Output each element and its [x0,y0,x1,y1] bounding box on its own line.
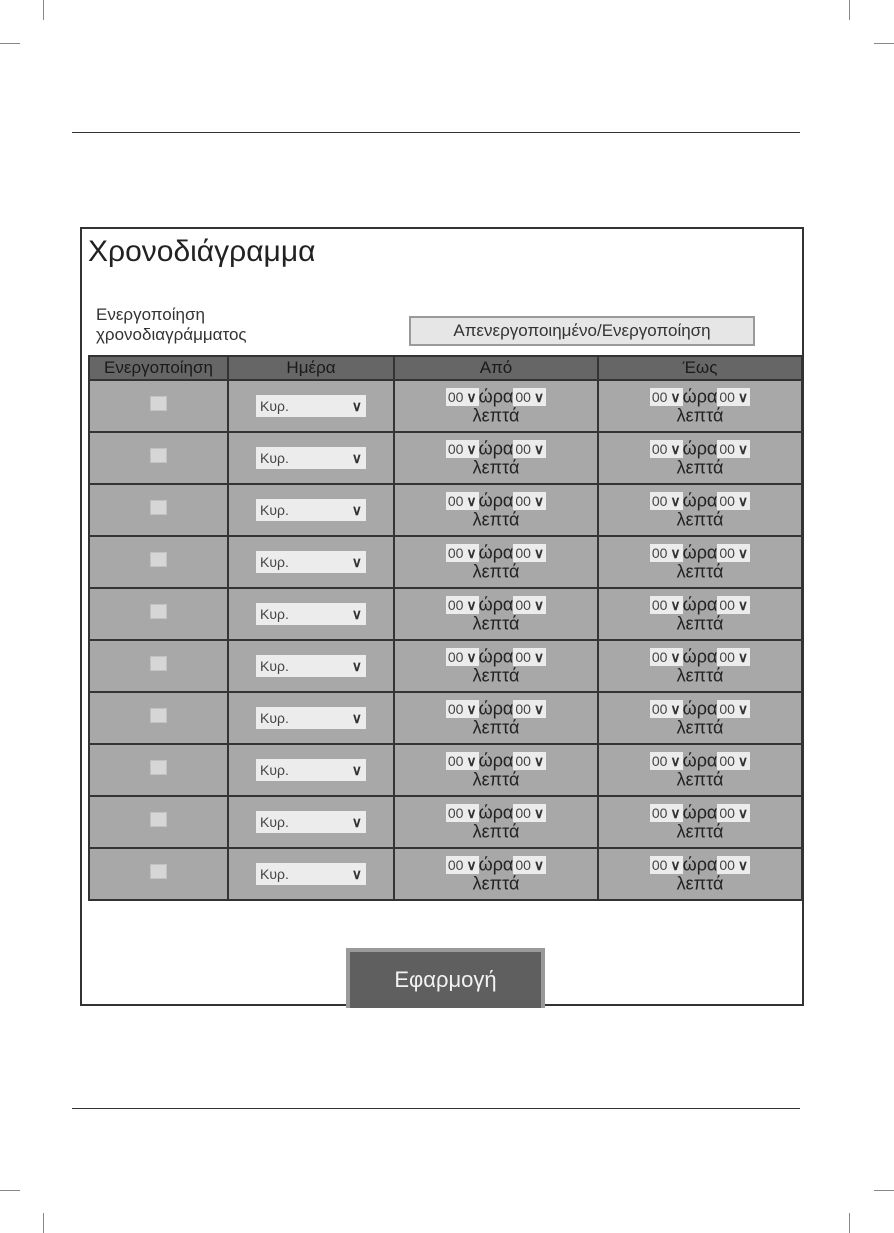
enable-checkbox[interactable] [150,500,167,515]
column-header-enable: Ενεργοποίηση [89,356,228,380]
to-time-cell [598,432,802,484]
hour-unit-label: ώρα [682,543,718,563]
footer-rule [72,1108,800,1109]
crop-mark [0,1190,20,1191]
chevron-down-icon: ∨ [737,597,749,613]
minute-unit-label: λεπτά [676,821,724,842]
hour-unit-label: ώρα [478,751,514,771]
crop-mark [43,1213,44,1233]
enable-checkbox[interactable] [150,604,167,619]
chevron-down-icon: ∨ [670,597,681,613]
hour-unit-label: ώρα [682,751,718,771]
day-select[interactable]: Κυρ. ∨ [256,551,366,573]
chevron-down-icon: ∨ [466,493,477,509]
minute-unit-label: λεπτά [472,509,520,530]
from-minute-select[interactable]: 00 ∨ [515,441,545,457]
enable-cell [89,588,228,640]
chevron-down-icon: ∨ [533,545,545,561]
hour-unit-label: ώρα [478,699,514,719]
chevron-down-icon: ∨ [466,753,477,769]
minute-unit-label: λεπτά [472,717,520,738]
column-header-day: Ημέρα [228,356,394,380]
chevron-down-icon: ∨ [737,701,749,717]
from-hour-select[interactable]: 00 ∨ [447,441,477,457]
chevron-down-icon: ∨ [466,441,477,457]
column-header-to: Έως [598,356,802,380]
table-row [89,588,802,640]
crop-mark [43,0,44,20]
table-row [89,640,802,692]
to-hour-select[interactable]: 00 ∨ [651,805,681,821]
table-row [89,380,802,432]
from-time-cell [394,432,598,484]
enable-checkbox[interactable] [150,760,167,775]
day-cell [228,744,394,796]
day-cell [228,796,394,848]
to-time-cell [598,848,802,900]
chevron-down-icon: ∨ [670,493,681,509]
chevron-down-icon: ∨ [737,805,749,821]
from-time-cell [394,744,598,796]
chevron-down-icon: ∨ [533,753,545,769]
minute-unit-label: λεπτά [472,769,520,790]
from-minute-select[interactable]: 00 ∨ [515,493,545,509]
day-cell [228,536,394,588]
from-hour-select[interactable]: 00 ∨ [447,545,477,561]
from-hour-select[interactable]: 00 ∨ [447,857,477,873]
chevron-down-icon: ∨ [351,657,362,674]
to-hour-select[interactable]: 00 ∨ [651,493,681,509]
day-cell [228,692,394,744]
enable-checkbox[interactable] [150,448,167,463]
chevron-down-icon: ∨ [351,865,362,882]
table-row [89,796,802,848]
minute-unit-label: λεπτά [676,873,724,894]
chevron-down-icon: ∨ [533,701,545,717]
enable-checkbox[interactable] [150,864,167,879]
chevron-down-icon: ∨ [737,545,749,561]
table-header-row [89,356,802,380]
from-hour-select[interactable]: 00 ∨ [447,389,477,405]
hour-unit-label: ώρα [478,387,514,407]
from-minute-select[interactable]: 00 ∨ [515,649,545,665]
hour-unit-label: ώρα [682,647,718,667]
hour-unit-label: ώρα [478,491,514,511]
schedule-enable-label: Ενεργοποίηση χρονοδιαγράμματος [96,305,247,344]
to-minute-select[interactable]: 00 ∨ [719,649,749,665]
day-select[interactable]: Κυρ. ∨ [256,759,366,781]
chevron-down-icon: ∨ [351,553,362,570]
to-minute-select[interactable]: 00 ∨ [719,597,749,613]
page-title: Χρονοδιάγραμμα [88,235,316,268]
to-hour-select[interactable]: 00 ∨ [651,649,681,665]
schedule-toggle-button[interactable]: Απενεργοποιημένο/Ενεργοποίηση [409,316,755,346]
to-minute-select[interactable]: 00 ∨ [719,441,749,457]
enable-checkbox[interactable] [150,396,167,411]
enable-cell [89,380,228,432]
schedule-table [88,355,803,901]
header-rule [72,132,800,133]
table-row [89,744,802,796]
from-time-cell [394,848,598,900]
from-time-cell [394,692,598,744]
table-row [89,692,802,744]
day-select[interactable]: Κυρ. ∨ [256,655,366,677]
day-select[interactable]: Κυρ. ∨ [256,811,366,833]
enable-cell [89,484,228,536]
minute-unit-label: λεπτά [472,613,520,634]
day-select[interactable]: Κυρ. ∨ [256,447,366,469]
chevron-down-icon: ∨ [466,545,477,561]
chevron-down-icon: ∨ [533,493,545,509]
from-minute-select[interactable]: 00 ∨ [515,805,545,821]
day-cell [228,484,394,536]
chevron-down-icon: ∨ [670,805,681,821]
chevron-down-icon: ∨ [737,441,749,457]
minute-unit-label: λεπτά [472,457,520,478]
to-minute-select[interactable]: 00 ∨ [719,857,749,873]
hour-unit-label: ώρα [478,595,514,615]
enable-checkbox[interactable] [150,656,167,671]
crop-mark [874,43,894,44]
to-minute-select[interactable]: 00 ∨ [719,753,749,769]
chevron-down-icon: ∨ [670,753,681,769]
from-time-cell [394,796,598,848]
schedule-panel [80,227,804,1006]
minute-unit-label: λεπτά [472,821,520,842]
from-minute-select[interactable]: 00 ∨ [515,701,545,717]
from-hour-select[interactable]: 00 ∨ [447,805,477,821]
hour-unit-label: ώρα [682,595,718,615]
minute-unit-label: λεπτά [472,405,520,426]
to-time-cell [598,380,802,432]
from-minute-select[interactable]: 00 ∨ [515,545,545,561]
to-hour-select[interactable]: 00 ∨ [651,597,681,613]
hour-unit-label: ώρα [478,803,514,823]
chevron-down-icon: ∨ [533,857,545,873]
from-minute-select[interactable]: 00 ∨ [515,857,545,873]
to-time-cell [598,692,802,744]
hour-unit-label: ώρα [682,855,718,875]
chevron-down-icon: ∨ [737,753,749,769]
enable-cell [89,432,228,484]
to-time-cell [598,744,802,796]
from-minute-select[interactable]: 00 ∨ [515,597,545,613]
day-select[interactable]: Κυρ. ∨ [256,863,366,885]
chevron-down-icon: ∨ [351,709,362,726]
to-minute-select[interactable]: 00 ∨ [719,701,749,717]
to-hour-select[interactable]: 00 ∨ [651,753,681,769]
chevron-down-icon: ∨ [670,701,681,717]
chevron-down-icon: ∨ [351,501,362,518]
from-hour-select[interactable]: 00 ∨ [447,701,477,717]
chevron-down-icon: ∨ [737,649,749,665]
table-row [89,536,802,588]
enable-checkbox[interactable] [150,812,167,827]
chevron-down-icon: ∨ [351,813,362,830]
crop-mark [849,1213,850,1233]
minute-unit-label: λεπτά [472,561,520,582]
day-select[interactable]: Κυρ. ∨ [256,603,366,625]
hour-unit-label: ώρα [478,439,514,459]
crop-mark [849,0,850,20]
chevron-down-icon: ∨ [533,805,545,821]
enable-cell [89,692,228,744]
enable-cell [89,744,228,796]
minute-unit-label: λεπτά [472,873,520,894]
chevron-down-icon: ∨ [466,389,477,405]
chevron-down-icon: ∨ [466,805,477,821]
crop-mark [0,43,20,44]
enable-cell [89,848,228,900]
from-minute-select[interactable]: 00 ∨ [515,753,545,769]
hour-unit-label: ώρα [682,439,718,459]
column-header-from: Από [394,356,598,380]
hour-unit-label: ώρα [682,387,718,407]
chevron-down-icon: ∨ [737,493,749,509]
from-time-cell [394,536,598,588]
day-cell [228,380,394,432]
day-cell [228,848,394,900]
day-cell [228,432,394,484]
minute-unit-label: λεπτά [676,769,724,790]
day-select[interactable]: Κυρ. ∨ [256,395,366,417]
enable-cell [89,536,228,588]
to-minute-select[interactable]: 00 ∨ [719,805,749,821]
chevron-down-icon: ∨ [670,441,681,457]
hour-unit-label: ώρα [682,699,718,719]
from-hour-select[interactable]: 00 ∨ [447,597,477,613]
apply-button[interactable]: Εφαρμογή [346,948,545,1008]
enable-cell [89,796,228,848]
minute-unit-label: λεπτά [676,405,724,426]
from-hour-select[interactable]: 00 ∨ [447,493,477,509]
chevron-down-icon: ∨ [533,597,545,613]
to-hour-select[interactable]: 00 ∨ [651,857,681,873]
from-minute-select[interactable]: 00 ∨ [515,389,545,405]
table-row [89,432,802,484]
day-select[interactable]: Κυρ. ∨ [256,499,366,521]
chevron-down-icon: ∨ [737,389,749,405]
minute-unit-label: λεπτά [676,613,724,634]
minute-unit-label: λεπτά [472,665,520,686]
to-hour-select[interactable]: 00 ∨ [651,701,681,717]
to-time-cell [598,588,802,640]
enable-checkbox[interactable] [150,552,167,567]
to-time-cell [598,484,802,536]
chevron-down-icon: ∨ [351,605,362,622]
chevron-down-icon: ∨ [533,389,545,405]
schedule-rows [89,380,802,900]
minute-unit-label: λεπτά [676,457,724,478]
enable-cell [89,640,228,692]
chevron-down-icon: ∨ [533,441,545,457]
day-cell [228,588,394,640]
chevron-down-icon: ∨ [466,597,477,613]
chevron-down-icon: ∨ [466,649,477,665]
chevron-down-icon: ∨ [670,389,681,405]
chevron-down-icon: ∨ [351,761,362,778]
chevron-down-icon: ∨ [670,545,681,561]
chevron-down-icon: ∨ [351,397,362,414]
to-time-cell [598,536,802,588]
to-hour-select[interactable]: 00 ∨ [651,545,681,561]
from-hour-select[interactable]: 00 ∨ [447,753,477,769]
crop-mark [874,1190,894,1191]
chevron-down-icon: ∨ [466,701,477,717]
to-minute-select[interactable]: 00 ∨ [719,493,749,509]
hour-unit-label: ώρα [682,803,718,823]
chevron-down-icon: ∨ [670,857,681,873]
table-row [89,848,802,900]
from-time-cell [394,588,598,640]
minute-unit-label: λεπτά [676,665,724,686]
from-time-cell [394,640,598,692]
from-hour-select[interactable]: 00 ∨ [447,649,477,665]
chevron-down-icon: ∨ [737,857,749,873]
minute-unit-label: λεπτά [676,561,724,582]
to-hour-select[interactable]: 00 ∨ [651,389,681,405]
enable-checkbox[interactable] [150,708,167,723]
chevron-down-icon: ∨ [670,649,681,665]
chevron-down-icon: ∨ [533,649,545,665]
chevron-down-icon: ∨ [466,857,477,873]
hour-unit-label: ώρα [478,647,514,667]
chevron-down-icon: ∨ [351,449,362,466]
to-minute-select[interactable]: 00 ∨ [719,545,749,561]
to-time-cell [598,640,802,692]
hour-unit-label: ώρα [478,543,514,563]
hour-unit-label: ώρα [682,491,718,511]
to-time-cell [598,796,802,848]
to-hour-select[interactable]: 00 ∨ [651,441,681,457]
from-time-cell [394,380,598,432]
from-time-cell [394,484,598,536]
day-select[interactable]: Κυρ. ∨ [256,707,366,729]
day-cell [228,640,394,692]
hour-unit-label: ώρα [478,855,514,875]
to-minute-select[interactable]: 00 ∨ [719,389,749,405]
minute-unit-label: λεπτά [676,717,724,738]
table-row [89,484,802,536]
minute-unit-label: λεπτά [676,509,724,530]
